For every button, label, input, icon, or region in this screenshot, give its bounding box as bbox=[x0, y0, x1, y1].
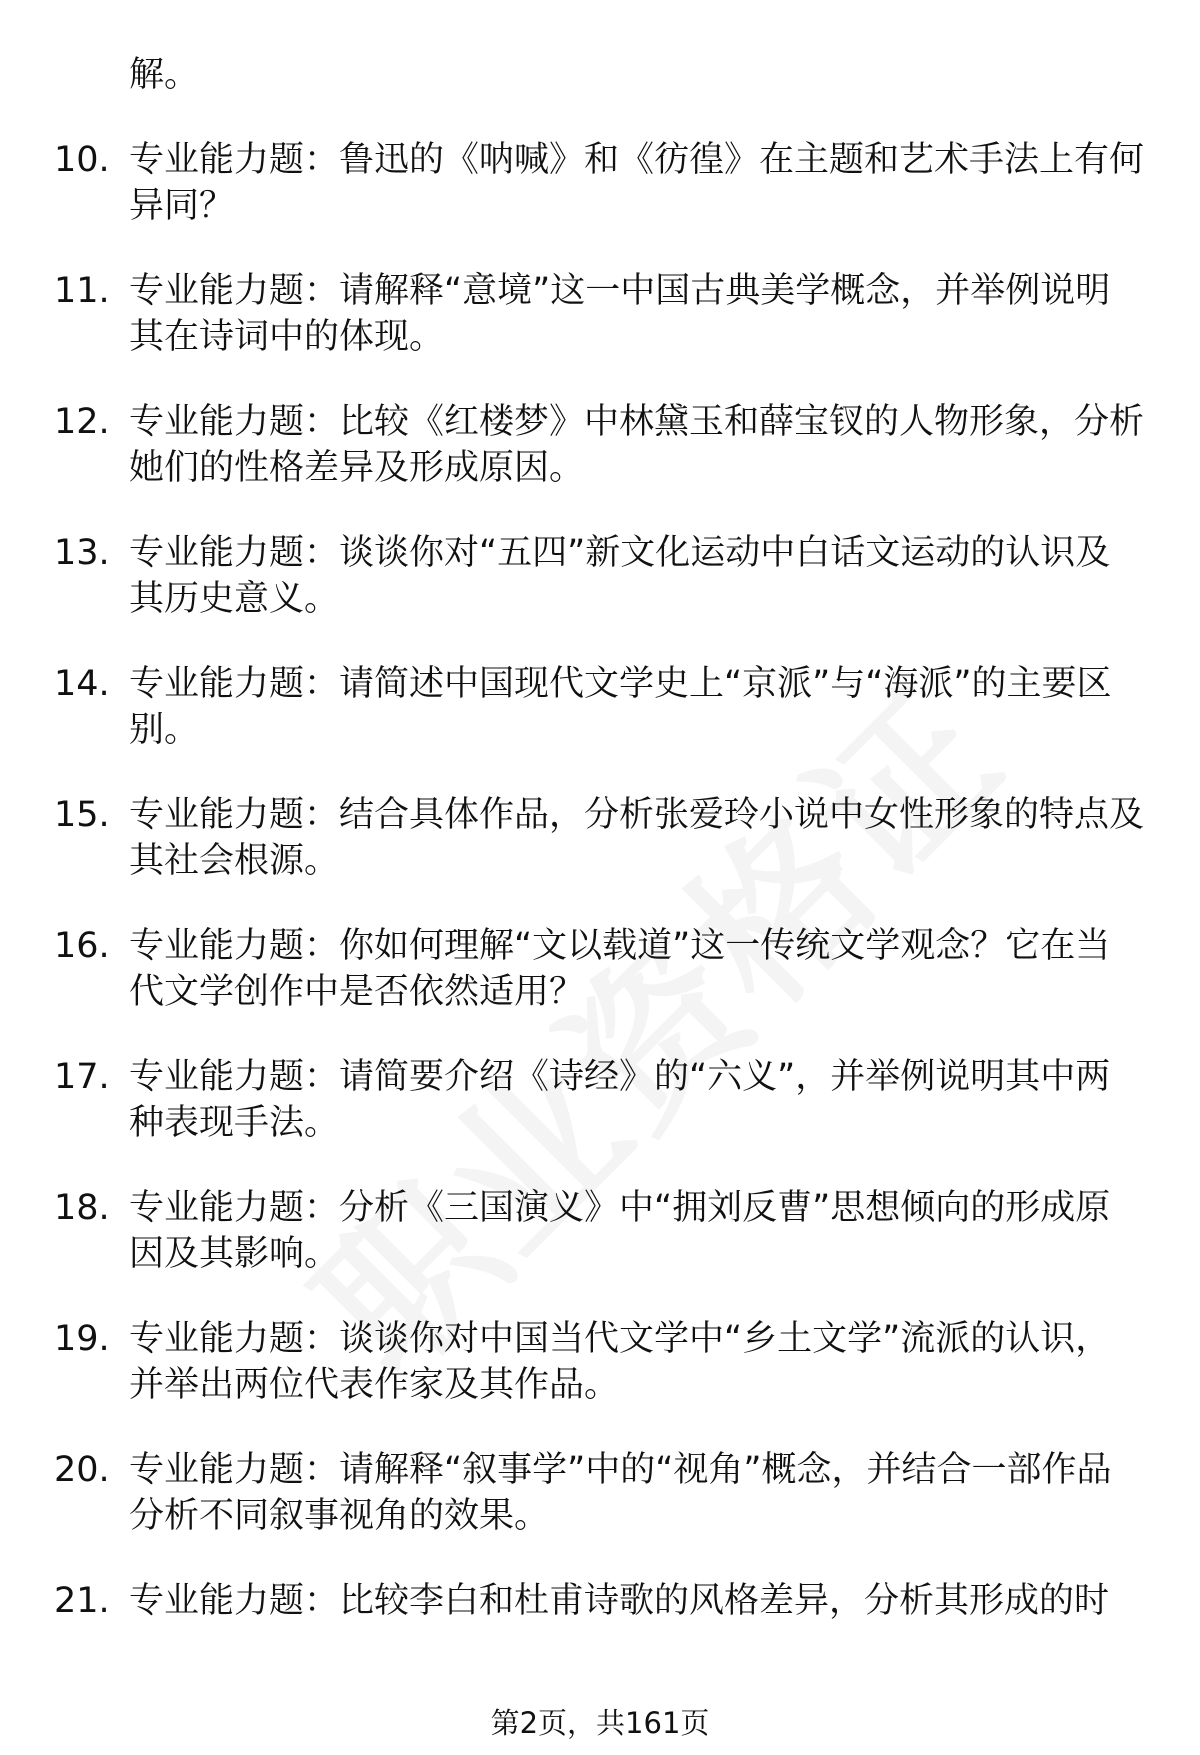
question-text: 专业能力题：谈谈你对“五四”新文化运动中白话文运动的认识及其历史意义。 bbox=[129, 533, 1111, 619]
question-text: 专业能力题：请解释“叙事学”中的“视角”概念，并结合一部作品分析不同叙事视角的效果。 bbox=[129, 1450, 1112, 1536]
question-text: 专业能力题：比较李白和杜甫诗歌的风格差异，分析其形成的时 bbox=[129, 1581, 1110, 1621]
question-number: 14. bbox=[54, 664, 110, 704]
question-number: 15. bbox=[54, 795, 110, 835]
question-text: 专业能力题：你如何理解“文以载道”这一传统文学观念？它在当代文学创作中是否依然适用？ bbox=[129, 926, 1111, 1012]
list-item bbox=[54, 1054, 1144, 1146]
question-number: 11. bbox=[54, 271, 110, 311]
continuation-text: 解。 bbox=[129, 55, 200, 95]
question-text: 专业能力题：谈谈你对中国当代文学中“乡土文学”流派的认识，并举出两位代表作家及其作品。 bbox=[129, 1319, 1111, 1405]
list-item bbox=[54, 399, 1144, 491]
list-item bbox=[54, 1316, 1144, 1408]
question-number: 21. bbox=[54, 1581, 110, 1621]
list-item bbox=[54, 1578, 1144, 1624]
question-text: 专业能力题：请解释“意境”这一中国古典美学概念，并举例说明其在诗词中的体现。 bbox=[129, 271, 1111, 357]
list-item bbox=[54, 530, 1144, 622]
list-item bbox=[54, 1447, 1144, 1539]
list-item bbox=[54, 661, 1144, 753]
list-item bbox=[54, 268, 1144, 360]
list-item bbox=[54, 923, 1144, 1015]
question-number: 13. bbox=[54, 533, 110, 573]
question-number: 17. bbox=[54, 1057, 110, 1097]
question-text: 专业能力题：比较《红楼梦》中林黛玉和薛宝钗的人物形象，分析她们的性格差异及形成原因。 bbox=[129, 402, 1145, 488]
page-footer: 第2页，共161页 bbox=[490, 1706, 710, 1740]
question-number: 20. bbox=[54, 1450, 110, 1490]
question-number: 10. bbox=[54, 140, 110, 180]
question-number: 16. bbox=[54, 926, 110, 966]
question-number: 19. bbox=[54, 1319, 110, 1359]
question-list bbox=[54, 52, 1144, 1663]
question-text: 专业能力题：请简要介绍《诗经》的“六义”，并举例说明其中两种表现手法。 bbox=[129, 1057, 1111, 1143]
list-item bbox=[54, 1185, 1144, 1277]
question-number: 18. bbox=[54, 1188, 110, 1228]
question-number: 12. bbox=[54, 402, 110, 442]
list-item bbox=[54, 137, 1144, 229]
question-text: 专业能力题：结合具体作品，分析张爱玲小说中女性形象的特点及其社会根源。 bbox=[129, 795, 1145, 881]
question-text: 专业能力题：请简述中国现代文学史上“京派”与“海派”的主要区别。 bbox=[129, 664, 1112, 750]
question-text: 专业能力题：分析《三国演义》中“拥刘反曹”思想倾向的形成原因及其影响。 bbox=[129, 1188, 1111, 1274]
question-text: 专业能力题：鲁迅的《呐喊》和《彷徨》在主题和艺术手法上有何异同？ bbox=[129, 140, 1145, 226]
list-item bbox=[54, 792, 1144, 884]
